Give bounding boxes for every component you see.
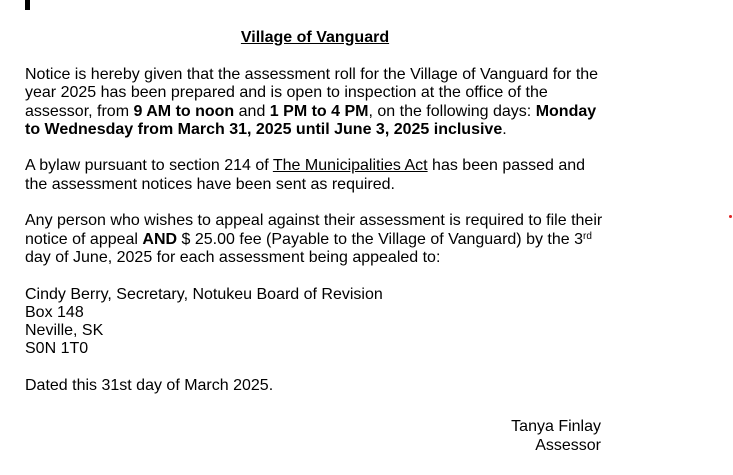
text-cursor-marker — [25, 0, 30, 10]
red-dot-marker — [729, 215, 732, 218]
p3-and: AND — [142, 230, 178, 248]
p1-time-morning: 9 AM to noon — [133, 102, 235, 120]
paragraph-bylaw — [25, 157, 605, 194]
address-line: S0N 1T0 — [25, 340, 89, 358]
p1-mid: , on the following days: — [368, 102, 536, 120]
signature-role: Assessor — [535, 437, 601, 454]
p3-ordinal: rd — [583, 230, 592, 242]
p1-intro: Notice is hereby given that the assessment roll for the Village of Vanguard for the year 2025 has been prepared and is open to inspection at the office of the assessor, from — [25, 66, 599, 120]
notice-title: Village of Vanguard — [240, 29, 390, 46]
p2-act-title: The Municipalities Act — [272, 157, 428, 175]
address-block — [25, 286, 605, 359]
p1-time-afternoon: 1 PM to 4 PM — [269, 102, 369, 120]
p3-start: Any person who wishes to appeal against their assessment is required to file their notice of appeal — [25, 212, 603, 248]
p2-start: A bylaw pursuant to section 214 of — [25, 157, 273, 175]
paragraph-inspection — [25, 66, 605, 139]
p3-mid: $ 25.00 fee (Payable to the Village of Vanguard) by the 3 — [177, 230, 584, 248]
p3-end: day of June, 2025 for each assessment being appealed to: — [25, 248, 441, 266]
dated-line: Dated this 31st day of March 2025. — [25, 377, 274, 395]
address-line: Cindy Berry, Secretary, Notukeu Board of Revision — [25, 285, 383, 303]
p1-and: and — [234, 102, 270, 120]
address-line: Neville, SK — [25, 322, 104, 340]
paragraph-appeal — [25, 212, 605, 267]
p2-end: has been passed and the assessment notices have been sent as required. — [25, 157, 586, 193]
notice-document — [25, 28, 605, 414]
p1-end: . — [502, 120, 507, 138]
signature-name: Tanya Finlay — [511, 418, 601, 435]
signature-block — [25, 417, 601, 455]
p1-days: Monday to Wednesday from March 31, 2025 until June 3, 2025 inclusive — [25, 102, 597, 138]
address-line: Box 148 — [25, 303, 84, 321]
